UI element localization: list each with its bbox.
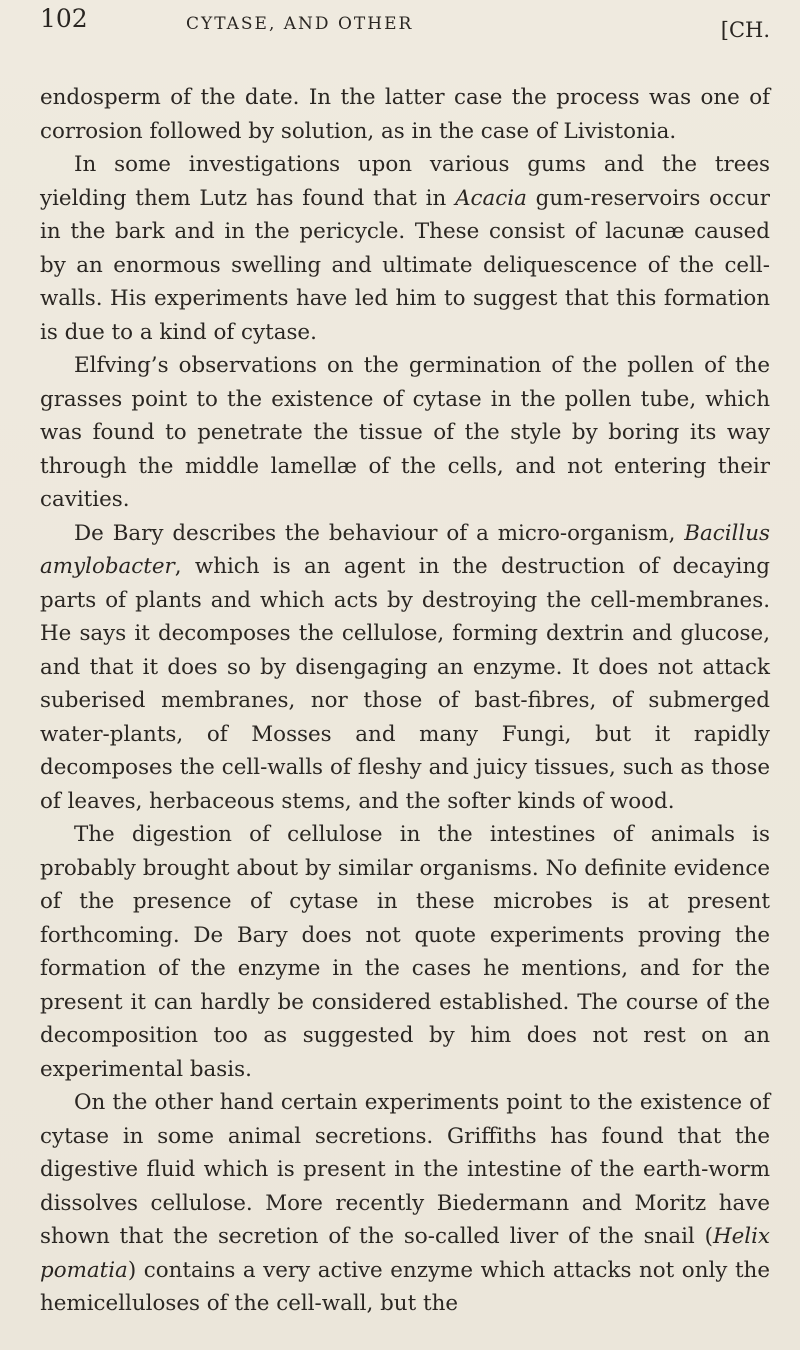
text-segment: endosperm of the date. In the latter case the process was one of corrosion followed by solution, as in the case of Livistonia. xyxy=(40,85,770,144)
paragraph xyxy=(40,148,770,349)
page-number: 102 xyxy=(40,4,88,33)
text-segment: Elfving’s observations on the germination of the pollen of the grasses point to the existence of cytase in the pollen tube, which was found to penetrate the tissue of the style by boring its way through the middle lamellæ of the cells, and not entering their cavities. xyxy=(40,353,770,512)
italic-genus-name: Acacia xyxy=(455,185,527,211)
text-segment: , which is an agent in the destruction of decaying parts of plants and which acts by destroying the cell-membranes. He says it decomposes the cellulose, forming dextrin and glucose, and that it does so by disengaging an enzyme. It does not attack suberised membranes, nor those of bast-fibres, of submerged water-plants, of Mosses and many Fungi, but it rapidly decomposes the cell-walls of fleshy and juicy tissues, such as those of leaves, herbaceous stems, and the softer kinds of wood. xyxy=(40,554,770,814)
italic-species-name: Bacillus amylobacter xyxy=(40,520,770,579)
paragraph xyxy=(40,349,770,517)
paragraph xyxy=(40,81,770,148)
body-text xyxy=(40,81,770,1321)
chapter-mark: [CH. xyxy=(720,18,770,42)
running-head xyxy=(40,6,770,46)
paragraph xyxy=(40,1086,770,1321)
paragraph xyxy=(40,818,770,1086)
text-segment: gum-reservoirs occur in the bark and in the pericycle. These consist of lacunæ caused by an enormous swelling and ultimate deliquescence of the cell-walls. His experiments have led him to suggest that this formation is due to a kind of cytase. xyxy=(40,185,770,345)
text-segment: On the other hand certain experiments point to the existence of cytase in some animal secretions. Griffiths has found that the digestive fluid which is present in the intestine of the earth-worm dissolves cellulose. More recently Biedermann and Moritz have shown that the secretion of the so-called liver of the snail ( xyxy=(40,1090,770,1249)
text-segment: In some investigations upon various gums and the trees yielding them Lutz has found that in xyxy=(40,152,770,211)
text-segment: De Bary describes the behaviour of a micro-organism, xyxy=(74,520,685,546)
text-segment: ) contains a very active enzyme which attacks not only the hemicelluloses of the cell-wall, but the xyxy=(40,1257,770,1316)
running-title: CYTASE, AND OTHER xyxy=(186,14,414,34)
paragraph xyxy=(40,517,770,819)
italic-species-name: Helix pomatia xyxy=(40,1224,770,1283)
text-segment: The digestion of cellulose in the intestines of animals is probably brought about by similar organisms. No definite evidence of the presence of cytase in these microbes is at present forthcoming. De Bary does not quote experiments proving the formation of the enzyme in the cases he mentions, and for the present it can hardly be considered established. The course of the decomposition too as suggested by him does not rest on an experimental basis. xyxy=(40,822,770,1082)
